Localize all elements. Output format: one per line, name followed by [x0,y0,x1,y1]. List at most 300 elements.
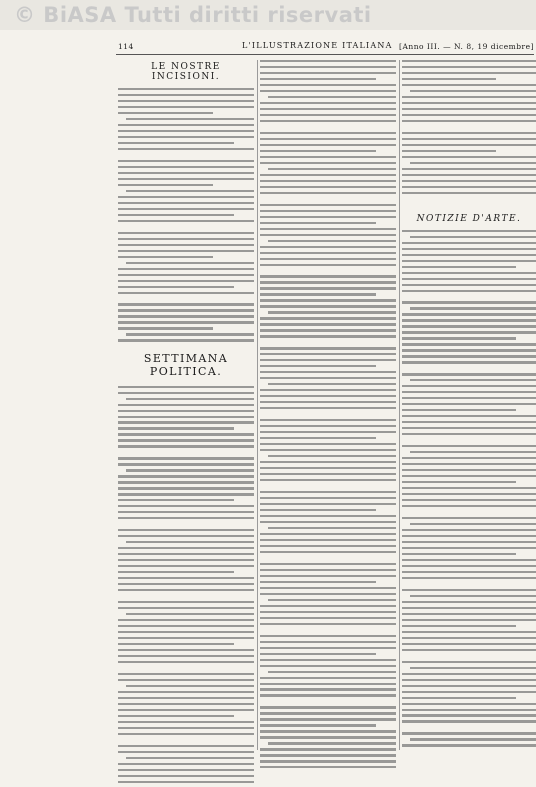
text-line [260,407,396,409]
text-line [118,238,254,240]
text-line [402,421,536,423]
text-line [260,108,396,110]
text-line [402,535,536,537]
text-line [402,325,536,327]
text-line [118,655,254,657]
text-line [402,260,536,262]
text-line [260,521,396,523]
text-line [126,118,254,120]
text-line [260,210,396,212]
text-line [402,186,536,188]
text-line [402,673,536,675]
text-line [402,457,536,459]
publication-title: L'ILLUSTRAZIONE ITALIANA [242,41,393,50]
text-line [118,410,254,412]
text-line [260,234,396,236]
text-line [402,337,516,339]
text-line [260,425,396,427]
text-line [268,168,396,170]
text-line [260,335,396,337]
text-line [260,365,376,367]
text-line [268,383,396,385]
text-line [260,252,396,254]
text-line [260,347,396,349]
text-line [402,248,536,250]
text-line [118,339,254,341]
text-line [118,643,234,645]
text-line [410,523,536,525]
text-line [260,156,396,158]
text-line [402,703,536,705]
text-line [118,445,254,447]
text-line [260,222,376,224]
text-line [402,102,536,104]
text-line [118,184,213,186]
text-line [402,84,536,86]
text-line [268,527,396,529]
text-line [268,311,396,313]
article-text [260,60,396,778]
text-line [402,385,536,387]
text-line [410,379,536,381]
text-line [118,106,254,108]
text-line [260,281,396,283]
text-line [268,599,396,601]
text-line [402,619,536,621]
text-line [402,517,536,519]
text-line [260,78,376,80]
text-line [260,653,376,655]
text-line [260,431,396,433]
header-rule [116,54,534,55]
text-line [118,404,254,406]
text-line [260,90,396,92]
text-line [402,714,536,716]
text-line [118,315,254,317]
text-line [260,694,396,696]
text-line [260,162,396,164]
text-line [402,361,536,363]
column-divider [399,60,400,750]
text-line [402,278,536,280]
text-line [402,475,536,477]
text-line [260,569,396,571]
text-line [118,769,254,771]
text-line [126,333,254,335]
text-line [118,547,254,549]
text-line [118,439,254,441]
watermark-banner: © BiASA Tutti diritti riservati [0,0,536,30]
text-line [402,391,536,393]
text-line [402,463,536,465]
text-line [260,174,396,176]
text-line [402,601,536,603]
text-line [118,421,254,423]
section-title-settimana-politica: SETTIMANA POLITICA. [143,351,229,378]
text-line [260,688,396,690]
text-line [118,386,254,388]
text-line [260,503,396,505]
text-line [126,398,254,400]
text-line [126,190,254,192]
text-line [402,132,536,134]
text-line [260,317,396,319]
text-line [118,124,254,126]
text-line [118,709,254,711]
text-line [402,343,536,345]
text-line [118,583,254,585]
text-line [260,275,396,277]
text-line [260,677,396,679]
text-line [118,256,213,258]
text-line [260,461,396,463]
text-line [118,619,254,621]
text-line [260,401,396,403]
text-line [402,744,536,746]
text-line [118,392,254,394]
text-line [402,301,536,303]
text-line [402,631,536,633]
text-line [260,473,396,475]
text-line [260,760,396,762]
text-line [118,427,234,429]
text-line [402,613,536,615]
text-line [118,529,254,531]
text-line [260,551,396,553]
text-line [118,559,254,561]
text-line [260,575,396,577]
text-line [118,274,254,276]
text-line [118,463,254,465]
text-line [402,156,536,158]
text-line [118,697,254,699]
text-line [118,607,254,609]
text-line [118,88,254,90]
text-line [402,679,536,681]
text-line [260,395,396,397]
text-line [410,451,536,453]
text-line [402,319,536,321]
text-line [402,355,536,357]
text-line [260,467,396,469]
text-line [260,623,396,625]
text-line [260,84,396,86]
text-line [118,172,254,174]
text-line [410,90,536,92]
text-line [402,284,536,286]
text-line [402,397,536,399]
text-line [118,327,213,329]
text-line [402,709,536,711]
text-line [402,691,536,693]
text-line [260,766,396,768]
text-line [260,66,396,68]
text-line [260,216,396,218]
text-line [118,303,254,305]
text-line [402,625,516,627]
text-line [260,587,396,589]
text-line [402,403,536,405]
text-line [402,720,536,722]
text-line [402,254,536,256]
text-line [118,745,254,747]
text-line [118,196,254,198]
text-line [118,220,254,222]
text-line [118,214,234,216]
text-line [402,499,536,501]
text-line [260,539,396,541]
text-line [260,150,376,152]
page-header [118,40,536,54]
text-line [402,66,536,68]
text-line [402,120,536,122]
text-line [402,114,536,116]
text-line [118,178,254,180]
text-line [118,601,254,603]
text-line [260,120,396,122]
text-line [260,228,396,230]
text-line [118,649,254,651]
text-line [260,204,396,206]
text-line [260,132,396,134]
text-line [268,671,396,673]
text-line [118,309,254,311]
text-line [118,553,254,555]
text-line [268,240,396,242]
article-text [118,88,254,342]
text-line [260,718,396,720]
text-line [118,166,254,168]
text-line [260,712,396,714]
article-text [402,60,536,204]
text-line [260,647,396,649]
text-line [260,593,396,595]
text-line [402,138,536,140]
text-line [118,535,254,537]
text-line [118,715,234,717]
text-line [260,491,396,493]
text-line [410,738,536,740]
text-line [118,268,254,270]
text-line [118,433,254,435]
text-line [260,730,396,732]
text-line [260,293,376,295]
text-line [118,232,254,234]
text-line [402,487,536,489]
text-line [260,359,396,361]
text-line [118,100,254,102]
text-line [260,60,396,62]
text-line [402,272,536,274]
text-line [126,469,254,471]
text-line [260,443,396,445]
text-line [410,162,536,164]
text-line [260,581,376,583]
text-line [402,242,536,244]
text-line [260,515,396,517]
text-line [402,427,536,429]
text-line [118,457,254,459]
text-line [410,595,536,597]
text-line [260,724,376,726]
text-line [260,497,396,499]
text-line [118,136,254,138]
text-line [118,727,254,729]
text-line [118,280,254,282]
text-line [260,144,396,146]
text-line [402,180,536,182]
text-line [402,174,536,176]
text-line [260,706,396,708]
text-line [260,180,396,182]
text-line [402,433,536,435]
column-divider [257,60,258,750]
text-line [260,641,396,643]
text-line [118,142,234,144]
text-line [402,415,536,417]
text-line [402,637,536,639]
text-line [402,493,536,495]
text-line [402,72,536,74]
text-line [402,96,536,98]
text-line [118,160,254,162]
text-line [402,331,536,333]
text-line [118,637,254,639]
text-line [118,691,254,693]
text-line [118,321,254,323]
text-line [118,631,254,633]
text-line [402,168,536,170]
text-line [402,445,536,447]
section-title-notizie-arte: NOTIZIE D'ARTE. [416,213,522,224]
text-line [260,186,396,188]
section-title-incisioni: LE NOSTRE INCISIONI. [151,62,221,82]
text-line [402,192,536,194]
text-line [118,416,254,418]
text-line [260,449,396,451]
text-line [402,266,516,268]
text-column-middle [260,60,396,778]
text-line [402,732,536,734]
text-line [260,617,396,619]
text-line [402,685,536,687]
text-line [402,547,536,549]
text-line [118,130,254,132]
text-line [260,754,396,756]
text-line [410,236,536,238]
text-line [268,742,396,744]
text-line [402,78,496,80]
text-line [118,661,254,663]
text-line [402,230,536,232]
text-line [126,757,254,759]
text-line [260,479,396,481]
text-column-right [402,60,536,750]
text-line [118,511,254,513]
text-line [402,144,536,146]
text-line [118,94,254,96]
text-line [118,781,254,783]
text-line [118,679,254,681]
text-line [260,102,396,104]
text-line [402,553,516,555]
text-line [118,763,254,765]
text-line [118,487,254,489]
text-line [260,258,396,260]
article-text [118,386,254,783]
text-line [402,565,536,567]
text-line [118,517,254,519]
text-line [402,589,536,591]
page-number: 114 [118,42,134,51]
text-line [118,733,254,735]
text-line [260,377,396,379]
text-line [118,673,254,675]
text-line [260,509,376,511]
article-text [402,230,536,747]
text-line [126,685,254,687]
text-line [118,493,254,495]
text-line [260,114,396,116]
text-line [260,329,396,331]
text-line [402,571,536,573]
text-line [402,349,536,351]
text-line [402,481,516,483]
text-line [260,264,396,266]
text-line [260,533,396,535]
text-line [402,559,536,561]
text-line [118,202,254,204]
text-line [260,371,396,373]
text-line [118,148,254,150]
text-line [260,72,396,74]
text-line [402,60,536,62]
text-line [118,112,213,114]
text-line [402,529,536,531]
text-line [260,683,396,685]
text-line [118,292,254,294]
text-line [402,108,536,110]
text-line [126,613,254,615]
text-line [118,244,254,246]
text-line [268,455,396,457]
text-line [118,565,254,567]
text-line [260,419,396,421]
text-line [126,262,254,264]
text-line [118,250,254,252]
text-line [268,96,396,98]
text-line [410,667,536,669]
text-line [402,541,536,543]
text-line [260,353,396,355]
text-line [118,703,254,705]
text-line [118,505,254,507]
text-line [260,246,396,248]
text-line [118,625,254,627]
text-line [402,290,536,292]
text-line [260,635,396,637]
text-line [260,323,396,325]
text-line [260,659,396,661]
text-line [402,607,536,609]
text-line [260,563,396,565]
text-line [260,437,376,439]
text-line [118,475,254,477]
text-line [402,150,496,152]
text-column-left [118,60,254,787]
text-line [260,192,396,194]
text-line [118,481,254,483]
